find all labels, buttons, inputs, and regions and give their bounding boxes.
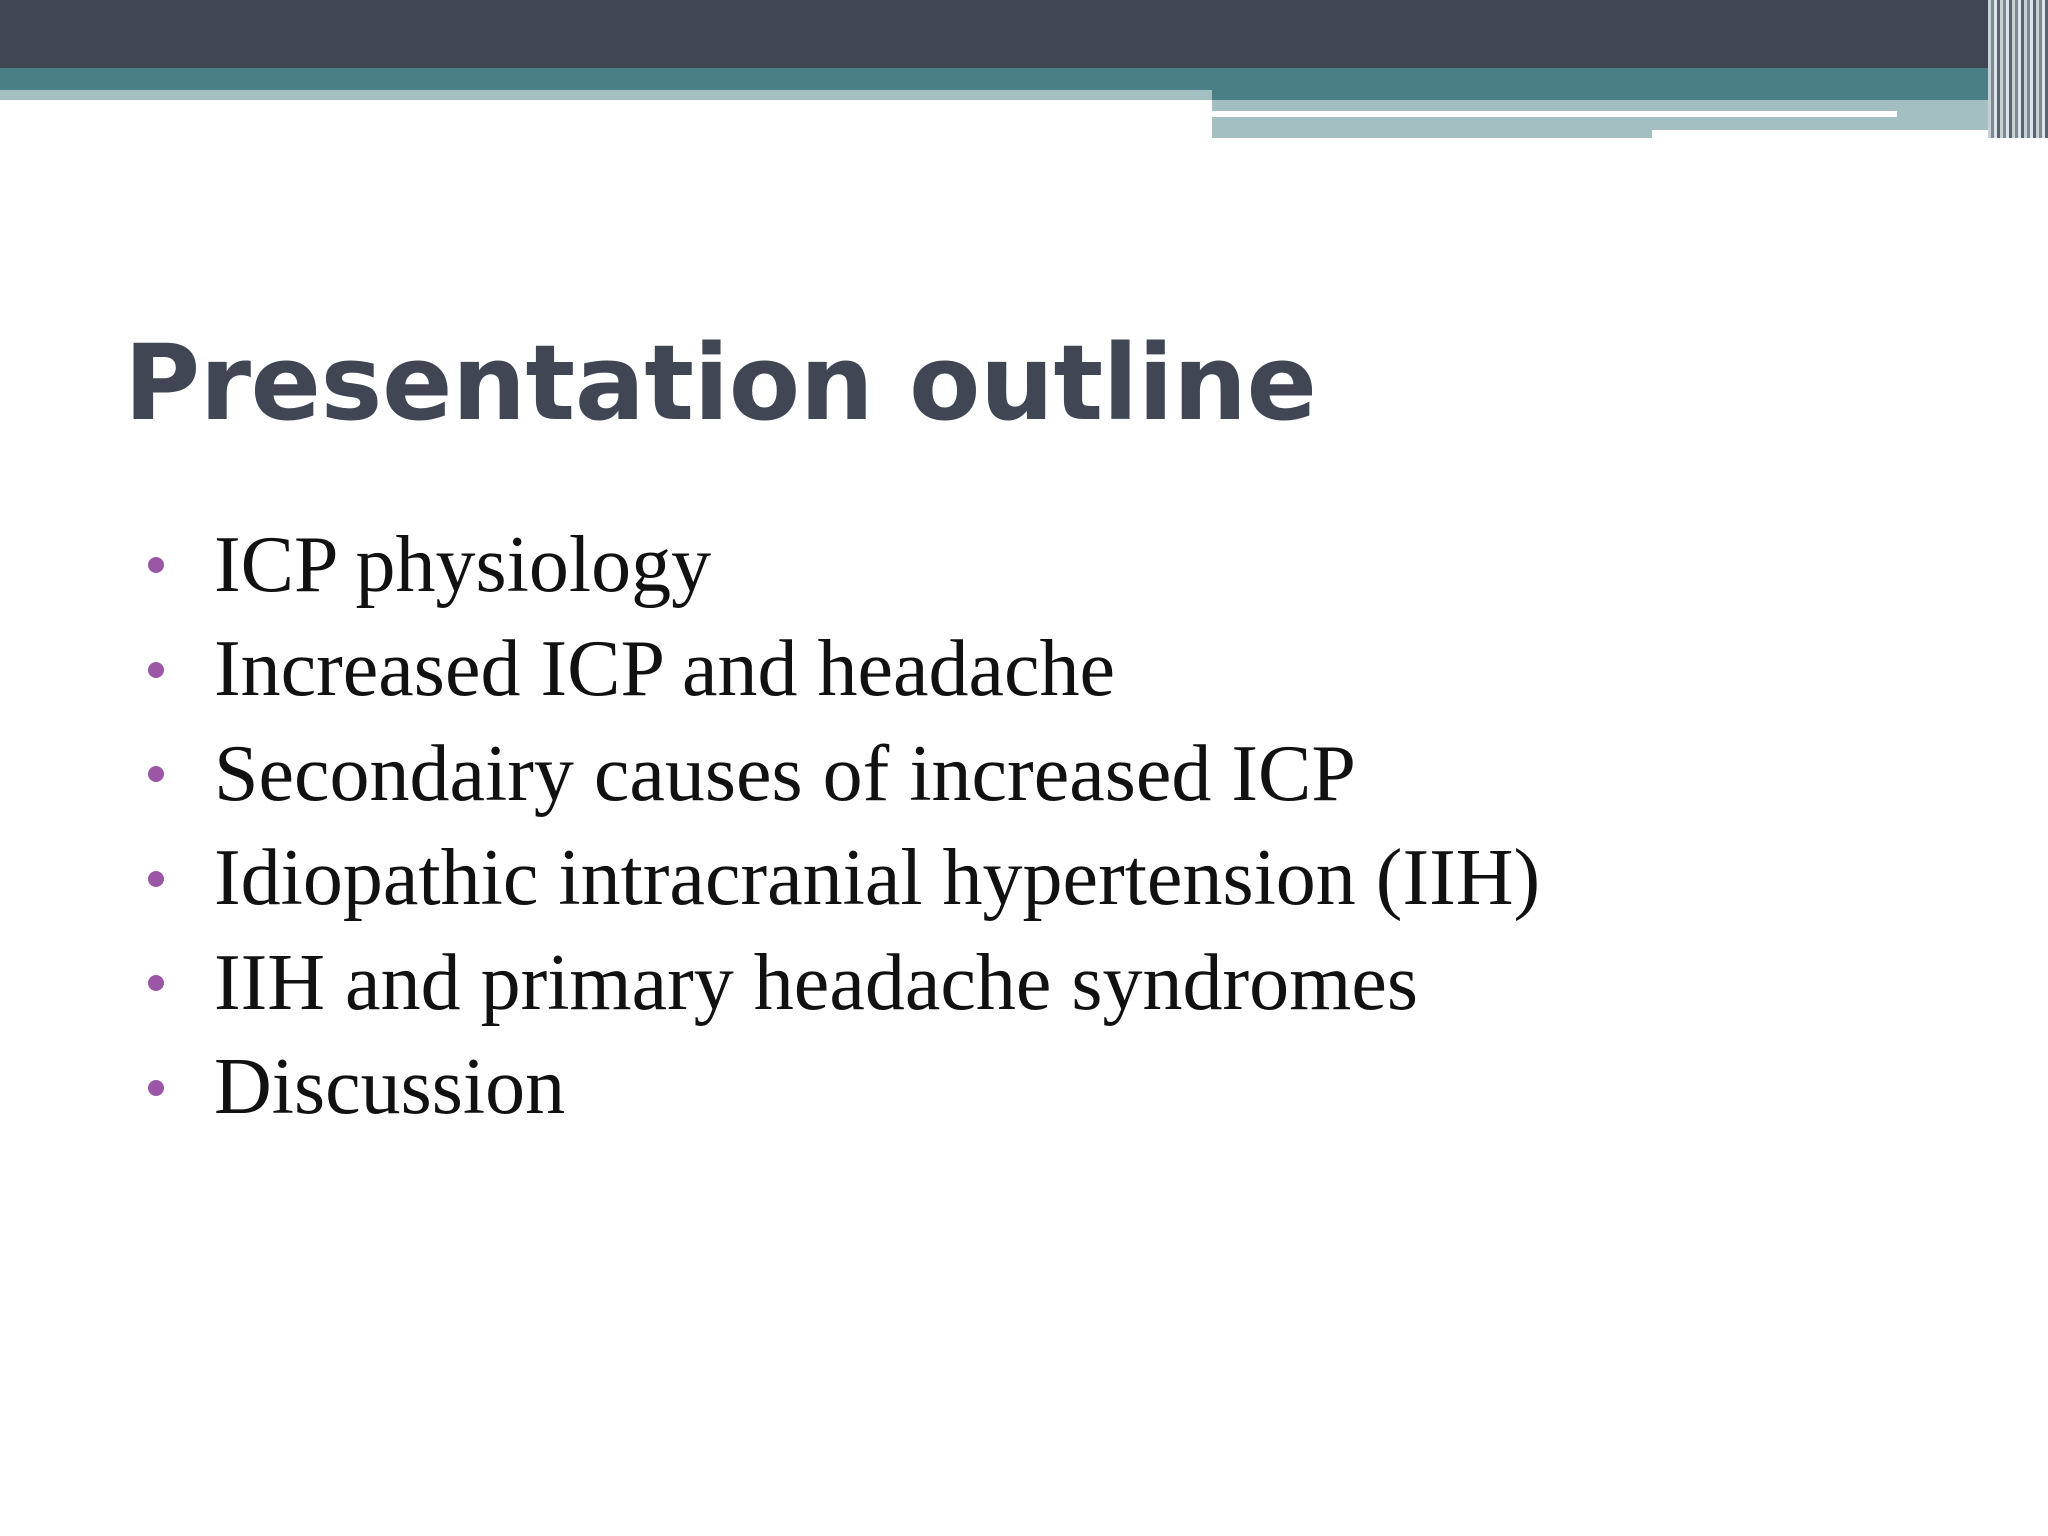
header-accent-notch [1652, 130, 2008, 138]
bullet-marker-icon [148, 871, 164, 887]
bullet-text: Discussion [214, 1043, 566, 1132]
bullet-text: Idiopathic intracranial hypertension (IIH) [214, 834, 1541, 923]
bullet-item [148, 827, 1540, 932]
bullet-item [148, 1036, 1540, 1141]
bullet-marker-icon [148, 975, 164, 991]
bullet-text: ICP physiology [214, 520, 712, 609]
bullet-marker-icon [148, 662, 164, 678]
bullet-item [148, 931, 1540, 1036]
bullet-item [148, 618, 1540, 723]
header-dark-band [0, 0, 2048, 68]
bullet-list [148, 513, 1540, 1140]
bullet-text: Increased ICP and headache [214, 625, 1116, 714]
header-stripe-decoration [1988, 0, 2048, 138]
bullet-marker-icon [148, 557, 164, 573]
header-accent-line [1212, 111, 1897, 117]
header-teal-band-left [0, 68, 1212, 90]
slide-title: Presentation outline [124, 322, 1317, 444]
bullet-marker-icon [148, 1080, 164, 1096]
bullet-marker-icon [148, 766, 164, 782]
bullet-item [148, 513, 1540, 618]
header-light-band-left [0, 90, 1212, 100]
header-teal-band-right [1212, 68, 2048, 100]
bullet-text: IIH and primary headache syndromes [214, 938, 1418, 1027]
bullet-text: Secondairy causes of increased ICP [214, 729, 1356, 818]
bullet-item [148, 722, 1540, 827]
